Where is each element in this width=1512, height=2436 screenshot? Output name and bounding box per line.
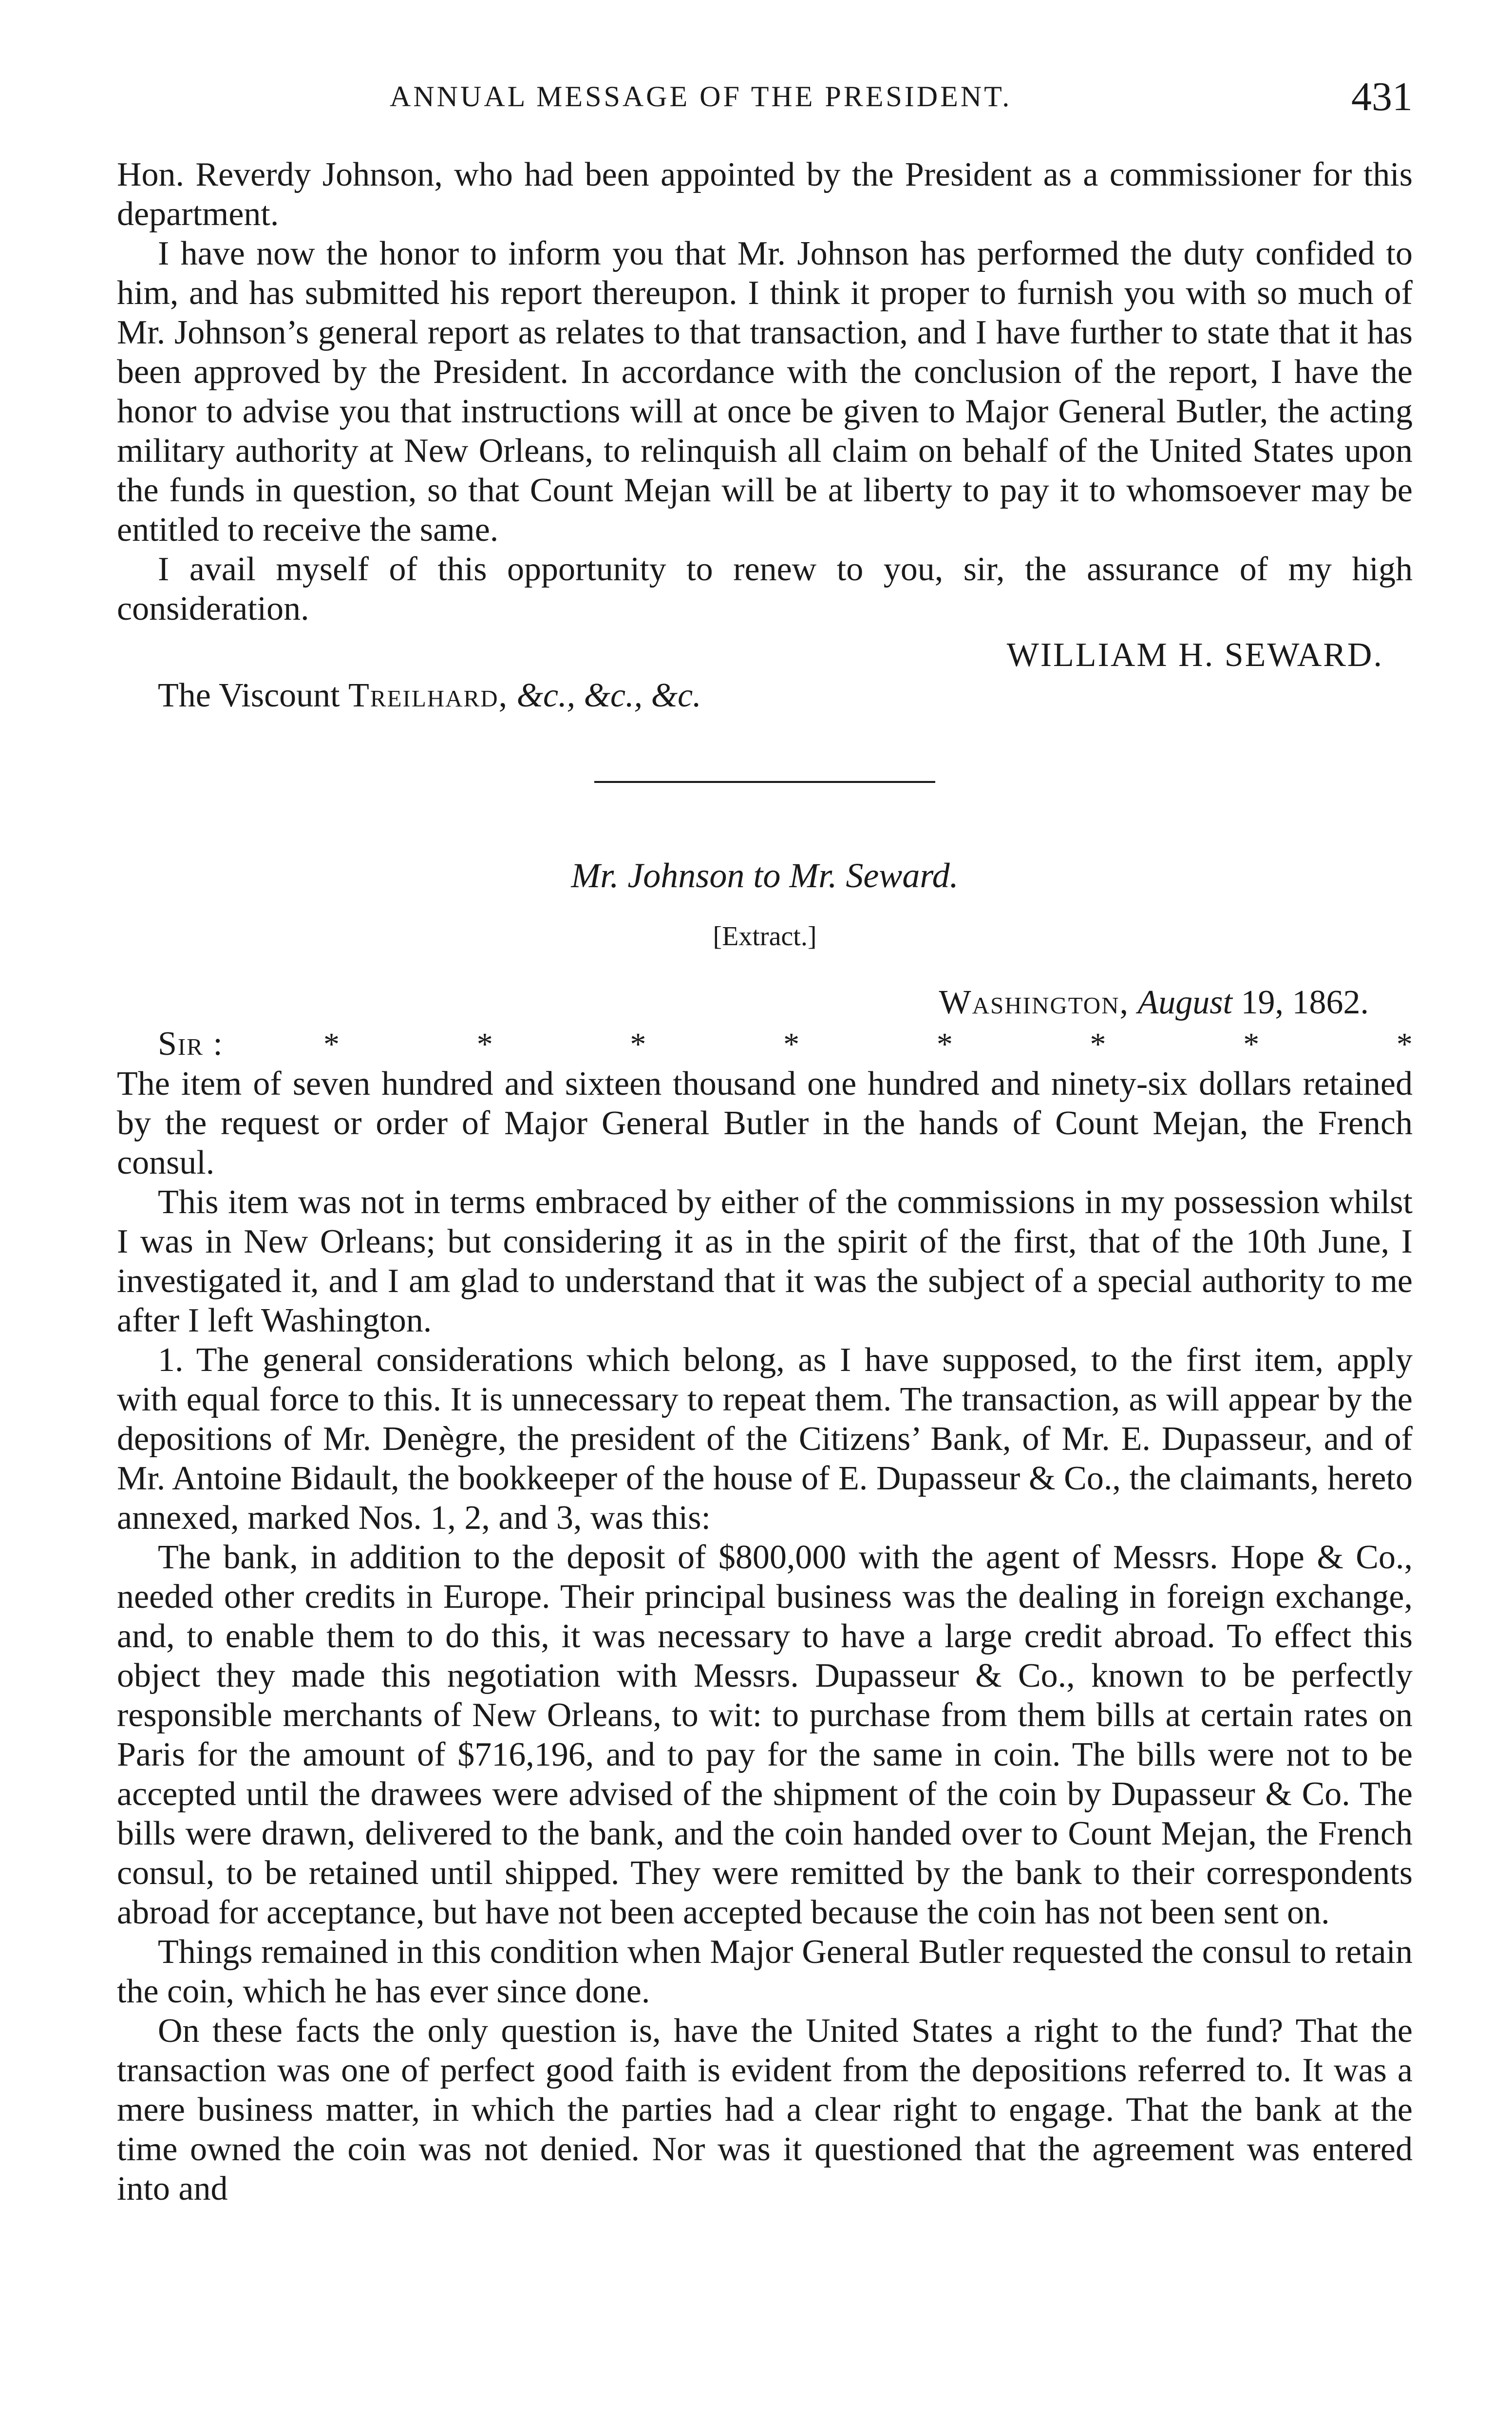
signature: WILLIAM H. SEWARD. (1006, 636, 1383, 674)
asterisk-ellipsis (323, 1025, 1413, 1064)
salutation-line (117, 1024, 1413, 1064)
asterisk: * (1090, 1027, 1106, 1062)
asterisk: * (936, 1027, 953, 1062)
asterisk: * (783, 1027, 800, 1062)
asterisk: * (476, 1027, 493, 1062)
page-number: 431 (1351, 74, 1413, 119)
letter1-paragraph-1: Hon. Reverdy Johnson, who had been appointed by the President as a commissioner for this department. (117, 156, 1413, 233)
dateline-month: August (1137, 984, 1232, 1021)
extract-label: [Extract.] (713, 921, 817, 952)
running-title: ANNUAL MESSAGE OF THE PRESIDENT. (390, 80, 1012, 113)
addressee-line (117, 676, 1413, 715)
addressee-name: Treilhard, (348, 677, 509, 714)
salutation: Sir : (158, 1025, 224, 1063)
letter2-paragraph-1: The item of seven hundred and sixteen thousand one hundred and ninety-six dollars retained by the request or order of Major General Butler in the hands of Count Mejan, the French consul. (117, 1065, 1413, 1181)
dateline-rest: 19, 1862. (1241, 984, 1369, 1021)
letter1-paragraph-2: I have now the honor to inform you that Mr. Johnson has performed the duty confided to him, and has submitted his report thereupon. I think it proper to furnish you with so much of Mr. Johnson’s general report as relates to that transaction, and I have further to state that it has been approved by the President. In accordance with the conclusion of the report, I have the honor to advise you that instructions will at once be given to Major General Butler, the acting military authority at New Orleans, to relinquish all claim on behalf of the United States upon the funds in question, so that Count Mejan will be at liberty to pay it to whomsoever may be entitled to receive the same. (117, 235, 1413, 549)
dateline-place: Washington, (939, 984, 1130, 1021)
page-body (117, 155, 1413, 2208)
asterisk: * (630, 1027, 646, 1062)
letter2-paragraph-3: 1. The general considerations which belong, as I have supposed, to the first item, apply with equal force to this. It is unnecessary to repeat them. The transaction, as will appear by the depositions of Mr. Denègre, the president of the Citizens’ Bank, of Mr. E. Dupasseur, and of Mr. Antoine Bidault, the bookkeeper of the house of E. Dupasseur & Co., the claimants, hereto annexed, marked Nos. 1, 2, and 3, was this: (117, 1341, 1413, 1537)
letter1-paragraph-3: I avail myself of this opportunity to renew to you, sir, the assurance of my high consideration. (117, 551, 1413, 628)
asterisk: * (1396, 1027, 1413, 1062)
asterisk: * (323, 1027, 340, 1062)
dateline (117, 983, 1413, 1022)
section-divider (594, 781, 935, 783)
letter2-paragraph-5: Things remained in this condition when Major General Butler requested the consul to retain the coin, which he has ever since done. (117, 1933, 1413, 2010)
letter2-paragraph-4: The bank, in addition to the deposit of $800,000 with the agent of Messrs. Hope & Co., needed other credits in Europe. Their principal business was the dealing in foreign exchange, and, to enable them to do this, it was necessary to have a large credit abroad. To effect this object they made this negotiation with Messrs. Dupasseur & Co., known to be perfectly responsible merchants of New Orleans, to wit: to purchase from them bills at certain rates on Paris for the amount of $716,196, and to pay for the same in coin. The bills were not to be accepted until the drawees were advised of the shipment of the coin by Dupasseur & Co. The bills were drawn, delivered to the bank, and the coin handed over to Count Mejan, the French consul, to be retained until shipped. They were remitted by the bank to their correspondents abroad for acceptance, but have not been accepted because the coin has not been sent on. (117, 1539, 1413, 1931)
letter2-paragraph-2: This item was not in terms embraced by either of the commissions in my possession whilst I was in New Orleans; but considering it as in the spirit of the first, that of the 10th June, I investigated it, and I am glad to understand that it was the subject of a special authority to me after I left Washington. (117, 1183, 1413, 1339)
running-head (117, 73, 1413, 127)
letter-heading: Mr. Johnson to Mr. Seward. (571, 856, 959, 895)
asterisk: * (1243, 1027, 1260, 1062)
addressee-suffix: &c., &c., &c. (516, 677, 701, 714)
addressee-prefix: The Viscount (158, 677, 340, 714)
letter2-paragraph-6: On these facts the only question is, have the United States a right to the fund? That the transaction was one of perfect good faith is evident from the depositions referred to. It was a mere business matter, in which the parties had a clear right to engage. That the bank at the time owned the coin was not denied. Nor was it questioned that the agreement was entered into and (117, 2012, 1413, 2208)
